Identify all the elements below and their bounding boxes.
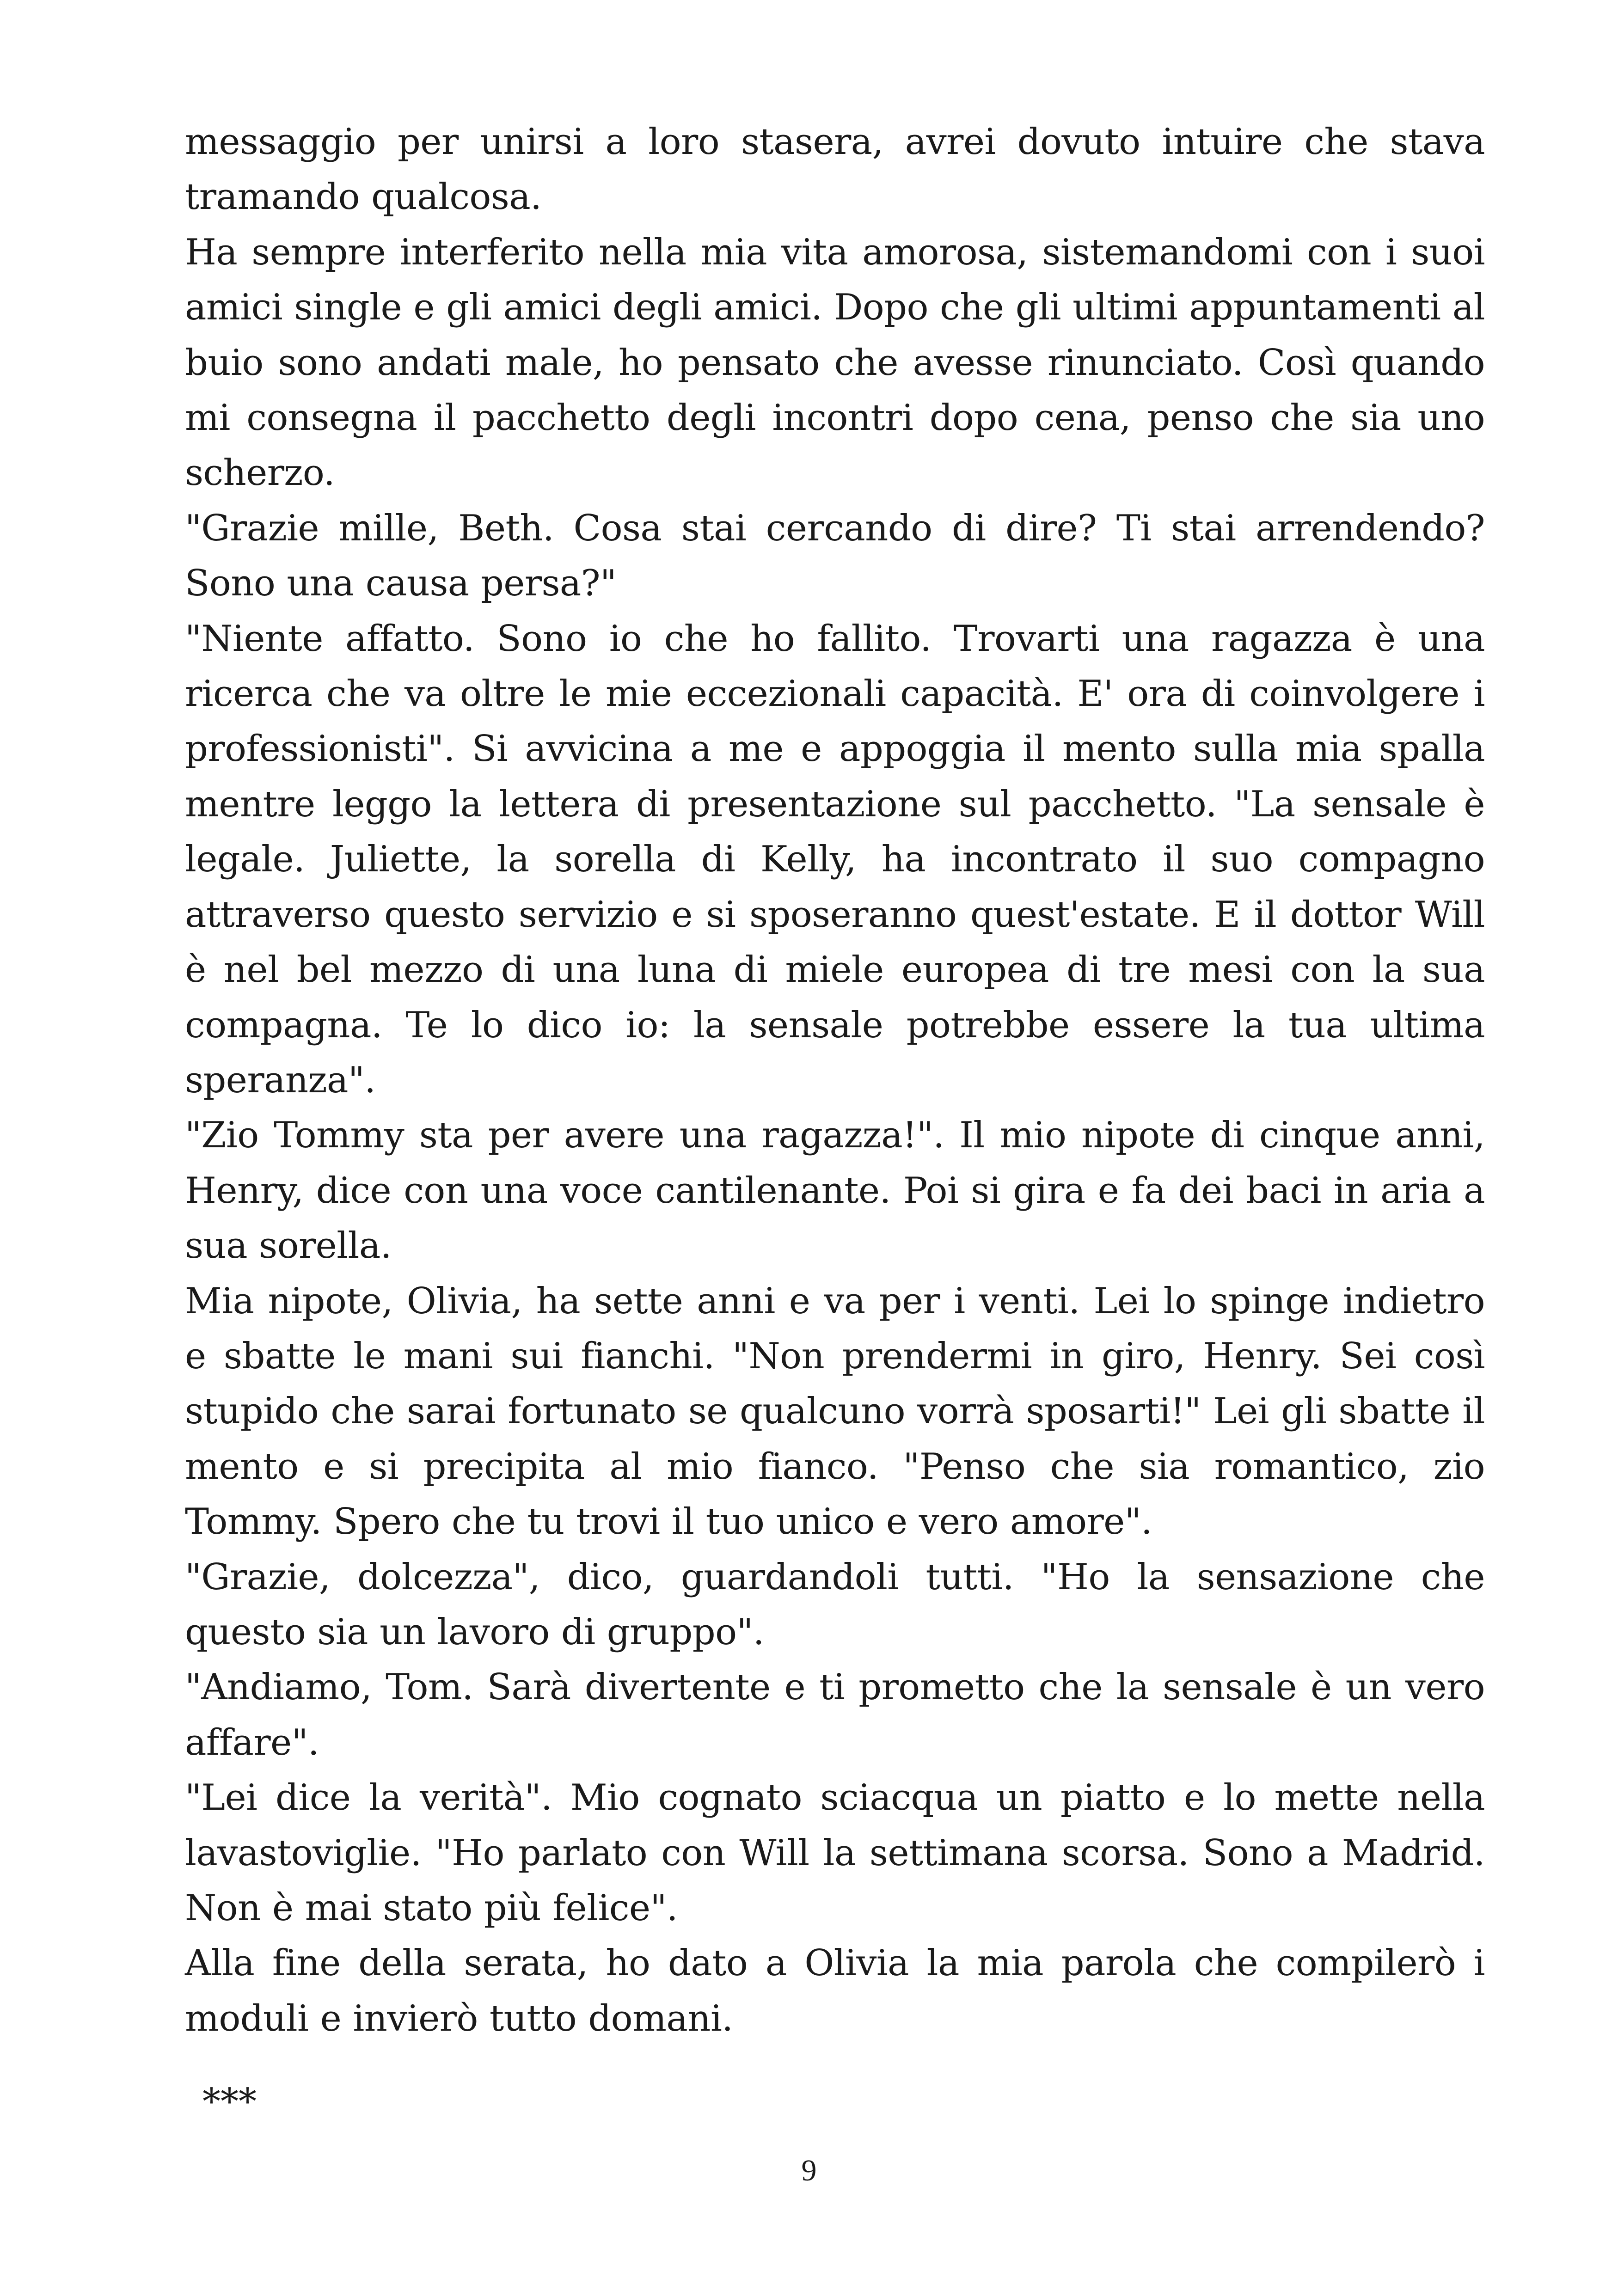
body-text xyxy=(185,115,1485,2046)
paragraph: "Lei dice la verità". Mio cognato sciacqua un piatto e lo mette nella lavastoviglie. "Ho parlato con Will la settimana scorsa. Sono a Madrid. Non è mai stato più felice". xyxy=(185,1777,1485,1929)
paragraph: Mia nipote, Olivia, ha sette anni e va per i venti. Lei lo spinge indietro e sbatte le mani sui fianchi. "Non prendermi in giro, Henry. Sei così stupido che sarai fortunato se qualcuno vorrà sposarti!" Lei gli sbatte il mento e si precipita al mio fianco. "Penso che sia romantico, zio Tommy. Spero che tu trovi il tuo unico e vero amore". xyxy=(185,1280,1485,1543)
scene-separator: *** xyxy=(202,2081,257,2123)
paragraph: Ha sempre interferito nella mia vita amorosa, sistemandomi con i suoi amici single e gli amici degli amici. Dopo che gli ultimi appuntamenti al buio sono andati male, ho pensato che avesse rinunciato. Così quando mi consegna il pacchetto degli incontri dopo cena, penso che sia uno scherzo. xyxy=(185,231,1485,494)
paragraph: "Grazie, dolcezza", dico, guardandoli tutti. "Ho la sensazione che questo sia un lavoro di gruppo". xyxy=(185,1556,1485,1653)
paragraph: "Grazie mille, Beth. Cosa stai cercando di dire? Ti stai arrendendo? Sono una causa persa?" xyxy=(185,507,1485,605)
paragraph: messaggio per unirsi a loro stasera, avrei dovuto intuire che stava tramando qualcosa. xyxy=(185,121,1485,218)
paragraph: Alla fine della serata, ho dato a Olivia la mia parola che compilerò i moduli e invierò tutto domani. xyxy=(185,1942,1485,2039)
paragraph: "Zio Tommy sta per avere una ragazza!". Il mio nipote di cinque anni, Henry, dice con una voce cantilenante. Poi si gira e fa dei baci in aria a sua sorella. xyxy=(185,1114,1485,1267)
page-number: 9 xyxy=(801,2154,817,2187)
paragraph: "Niente affatto. Sono io che ho fallito. Trovarti una ragazza è una ricerca che va oltre le mie eccezionali capacità. E' ora di coinvolgere i professionisti". Si avvicina a me e appoggia il mento sulla mia spalla mentre leggo la lettera di presentazione sul pacchetto. "La sensale è legale. Juliette, la sorella di Kelly, ha incontrato il suo compagno attraverso questo servizio e si sposeranno quest'estate. E il dottor Will è nel bel mezzo di una luna di miele europea di tre mesi con la sua compagna. Te lo dico io: la sensale potrebbe essere la tua ultima speranza". xyxy=(185,618,1485,1101)
paragraph: "Andiamo, Tom. Sarà divertente e ti prometto che la sensale è un vero affare". xyxy=(185,1666,1485,1763)
